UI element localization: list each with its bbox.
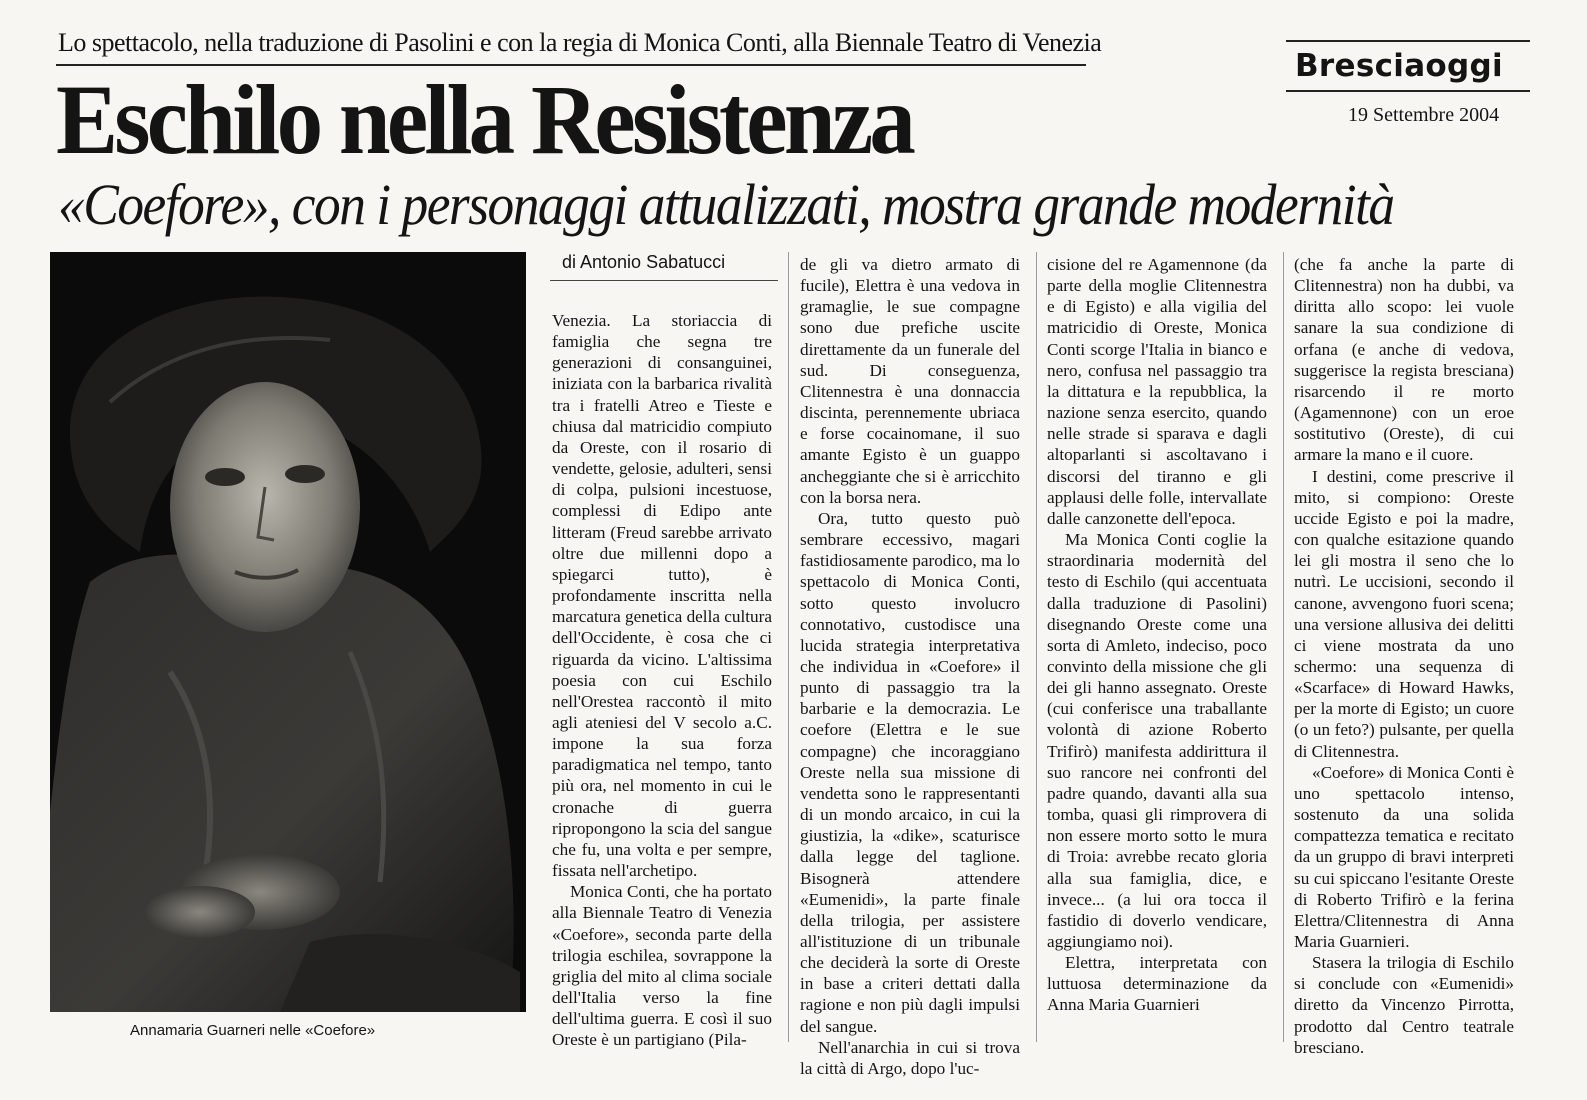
paragraph: I destini, come prescrive il mito, si compiono: Oreste uccide Egisto e poi la madre, con qualche esitazione quando lei gli mostra il seno che lo nutrì. Le uccisioni, secondo il canone, avvengono fuori scena; una versione allusiva dei delitti ci viene mostrata da uno schermo: una sequenza di «Scarface» di Howard Hawks, per la morte di Egisto; un cuore (o un feto?) pulsante, per quella di Clitennestra. — [1294, 466, 1514, 761]
paragraph: Venezia. La storiaccia di famiglia che segna tre generazioni di consanguinei, iniziata con la barbarica rivalità tra i fratelli Atreo e Tieste e chiusa dal matricidio compiuto da Oreste, con il rosario di vendette, gelosie, adulteri, sensi di colpa, pulsioni incestuose, complessi di Edipo ante litteram (Freud sarebbe arrivato oltre due millenni dopo a spiegarci tutto), è profondamente inscritta nella marcatura genetica della cultura dell'Occidente, è cosa che ci riguarda da vicino. L'altissima poesia con cui Eschilo nell'Orestea raccontò il mito agli ateniesi del V secolo a.C. impone la sua forza paradigmatica nel tempo, tanto più ora, nel momento in cui le cronache di guerra ripropongono la scia del sangue che fu, una volta e per sempre, fissata nell'archetipo. — [552, 311, 772, 881]
publication-date: 19 Settembre 2004 — [1348, 104, 1500, 126]
actress-portrait-image — [50, 252, 526, 1012]
article-column-3 — [1047, 254, 1267, 1016]
paragraph: cisione del re Agamennone (da parte della moglie Clitennestra e di Egisto) e alla vigilia del matricidio di Oreste, Monica Conti scorge l'Italia in bianco e nero, confusa nel passaggio tra la dittatura e la repubblica, la nazione senza esercito, quando nelle strade si sparava e dagli altoparlanti si ascoltavano i discorsi del tiranno e gli applausi delle folle, intervallate dalle canzonette dell'epoca. — [1047, 255, 1267, 528]
article-column-1 — [552, 310, 772, 1050]
paragraph: «Coefore» di Monica Conti è uno spettacolo intenso, sostenuto da una solida compattezza tematica e recitato da un gruppo di bravi interpreti su cui spiccano l'esitante Oreste di Roberto Trifirò e la ferina Elettra/Clitennestra di Anna Maria Guarnieri. — [1294, 762, 1514, 951]
paragraph: Nell'anarchia in cui si trova la città di Argo, dopo l'uc- — [800, 1037, 1020, 1078]
paragraph: Ma Monica Conti coglie la straordinaria modernità del testo di Eschilo (qui accentuata dalla traduzione di Pasolini) disegnando Oreste come una sorta di Amleto, indeciso, poco convinto della missione che gli dei gli hanno assegnato. Oreste (cui conferisce una traballante volontà di azione Roberto Trifirò) manifesta addirittura il suo rancore nei confronti del padre quando, davanti alla sua tomba, quasi gli rimprovera di non essere morto sotto le mura di Troia: avrebbe recato gloria alla sua famiglia, dice, e invece... (a lui ora tocca il fastidio di doverlo vendicare, aggiungiamo noi). — [1047, 530, 1267, 951]
paragraph: (che fa anche la parte di Clitennestra) non ha dubbi, va diritta allo scopo: lei vuole sanare la sua condizione di orfana (e anche di vedova, suggerisce la regista bresciana) risarcendo il re morto (Agamennone) con un eroe sostitutivo (Oreste), di cui armare la mano e il cuore. — [1294, 255, 1514, 465]
byline: di Antonio Sabatucci — [562, 252, 726, 272]
article-column-2 — [800, 254, 1020, 1079]
paragraph: Elettra, interpretata con luttuosa determinazione da Anna Maria Guarnieri — [1047, 953, 1267, 1015]
headline: Eschilo nella Resistenza — [56, 64, 913, 175]
newspaper-name: Bresciaoggi — [1295, 48, 1503, 84]
actress-photo — [50, 252, 526, 1012]
byline-rule — [550, 280, 778, 281]
photo-caption: Annamaria Guarneri nelle «Coefore» — [130, 1022, 376, 1039]
column-divider — [1283, 252, 1284, 1042]
column-divider — [1036, 252, 1037, 1042]
article-column-4 — [1294, 254, 1514, 1058]
paragraph: de gli va dietro armato di fucile), Elettra è una vedova in gramaglie, le sue compagne sono due prefiche uscite direttamente da un funerale del sud. Di conseguenza, Clitennestra è una donnaccia discinta, perennemente ubriaca e forse cocainomane, il suo amante Egisto è un guappo ancheggiante che si è arricchito con la borsa nera. — [800, 255, 1020, 507]
column-divider — [788, 252, 789, 1042]
subheadline: «Coefore», con i personaggi attualizzati, mostra grande modernità — [58, 172, 1394, 237]
paragraph: Ora, tutto questo può sembrare eccessivo, magari fastidiosamente parodico, ma lo spettacolo di Monica Conti, sotto questo involucro connotativo, custodisce una lucida strategia interpretativa che individua in «Coefore» il punto di passaggio tra la barbarie e la democrazia. Le coefore (Elettra e le sue compagne) che incoraggiano Oreste nella sua missione di vendetta sono le rappresentanti di un mondo arcaico, in cui la giustizia, la «dike», scaturisce dalla legge del taglione. Bisognerà attendere «Eumenidi», la parte finale della trilogia, per assistere all'istituzione di un tribunale che deciderà la sorte di Oreste in base a criteri dettati dalla ragione e non più dagli impulsi del sangue. — [800, 508, 1020, 1036]
article-kicker: Lo spettacolo, nella traduzione di Pasolini e con la regia di Monica Conti, alla Biennale Teatro di Venezia — [58, 28, 1102, 57]
paragraph: Stasera la trilogia di Eschilo si conclude con «Eumenidi» diretto da Vincenzo Pirrotta, prodotto dal Centro teatrale bresciano. — [1294, 953, 1514, 1057]
paragraph: Monica Conti, che ha portato alla Biennale Teatro di Venezia «Coefore», seconda parte della trilogia eschilea, sovrappone la griglia del mito al clima sociale dell'Italia verso la fine dell'ultima guerra. E così il suo Oreste è un partigiano (Pila- — [552, 882, 772, 1050]
